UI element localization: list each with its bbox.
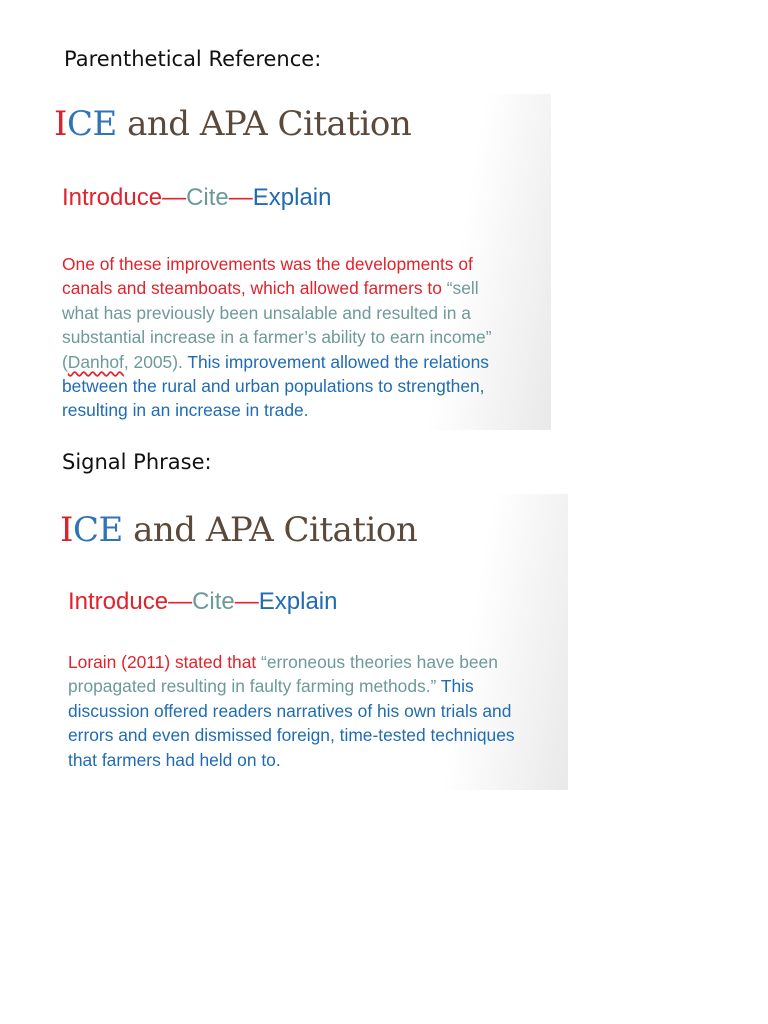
para-line	[68, 748, 515, 772]
title-rest: and APA Citation	[122, 510, 418, 550]
title-letter-i: I	[60, 510, 73, 550]
para-line	[62, 374, 492, 398]
ice-explain: Explain	[252, 184, 332, 211]
title-letters-ce: CE	[72, 510, 123, 550]
slide-image-signal	[46, 494, 568, 790]
slide-image-parenthetical	[46, 94, 551, 430]
para-line	[62, 398, 492, 422]
explain-text: This	[440, 676, 474, 697]
explain-text: discussion offered readers narratives of his own trials and	[68, 700, 512, 721]
para-line	[68, 650, 515, 674]
slide-title	[60, 510, 417, 550]
introduce-text: Lorain (2011) stated that	[68, 652, 262, 672]
cite-text: “erroneous theories have been	[261, 652, 498, 672]
cite-text: “sell	[446, 278, 479, 299]
title-letter-i: I	[54, 104, 67, 144]
caption-signal-phrase: Signal Phrase:	[62, 450, 212, 474]
slide-title	[54, 104, 411, 144]
ice-dash: —	[228, 184, 253, 211]
cite-text: what has previously been unsalable and resulted in a	[62, 302, 471, 323]
cite-author-misspelled: Danhof	[67, 351, 124, 372]
explain-text: between the rural and urban populations to strengthen,	[62, 376, 485, 397]
ice-introduce: Introduce	[68, 588, 169, 615]
para-line	[68, 674, 515, 698]
title-rest: and APA Citation	[116, 104, 412, 144]
ice-introduce: Introduce	[62, 184, 163, 211]
introduce-text: canals and steamboats, which allowed farmers to	[62, 278, 447, 299]
para-line	[62, 301, 492, 325]
para-line	[62, 325, 492, 349]
ice-heading	[62, 184, 331, 212]
para-line	[68, 723, 515, 747]
ice-heading	[68, 588, 337, 616]
para-line	[62, 276, 492, 300]
cite-text: , 2005).	[123, 351, 188, 372]
cite-text: propagated resulting in faulty farming methods.”	[68, 676, 441, 697]
para-line	[62, 252, 492, 276]
explain-text: This improvement allowed the relations	[187, 351, 489, 372]
ice-dash: —	[162, 184, 187, 211]
caption-parenthetical-reference: Parenthetical Reference:	[64, 47, 322, 71]
introduce-text: One of these improvements was the developments of	[62, 254, 473, 274]
cite-text: (	[62, 351, 68, 372]
explain-text: that farmers had held on to.	[68, 749, 281, 770]
para-line	[62, 350, 492, 374]
para-line	[68, 699, 515, 723]
ice-dash: —	[234, 588, 259, 615]
ice-dash: —	[168, 588, 193, 615]
example-paragraph	[68, 650, 515, 772]
ice-cite: Cite	[186, 184, 229, 211]
cite-text: substantial increase in a farmer’s ability to earn income”	[62, 327, 492, 348]
ice-explain: Explain	[258, 588, 338, 615]
title-letters-ce: CE	[66, 104, 117, 144]
example-paragraph	[62, 252, 492, 423]
explain-text: errors and even dismissed foreign, time-tested techniques	[68, 725, 515, 746]
ice-cite: Cite	[192, 588, 235, 615]
explain-text: resulting in an increase in trade.	[62, 400, 309, 421]
